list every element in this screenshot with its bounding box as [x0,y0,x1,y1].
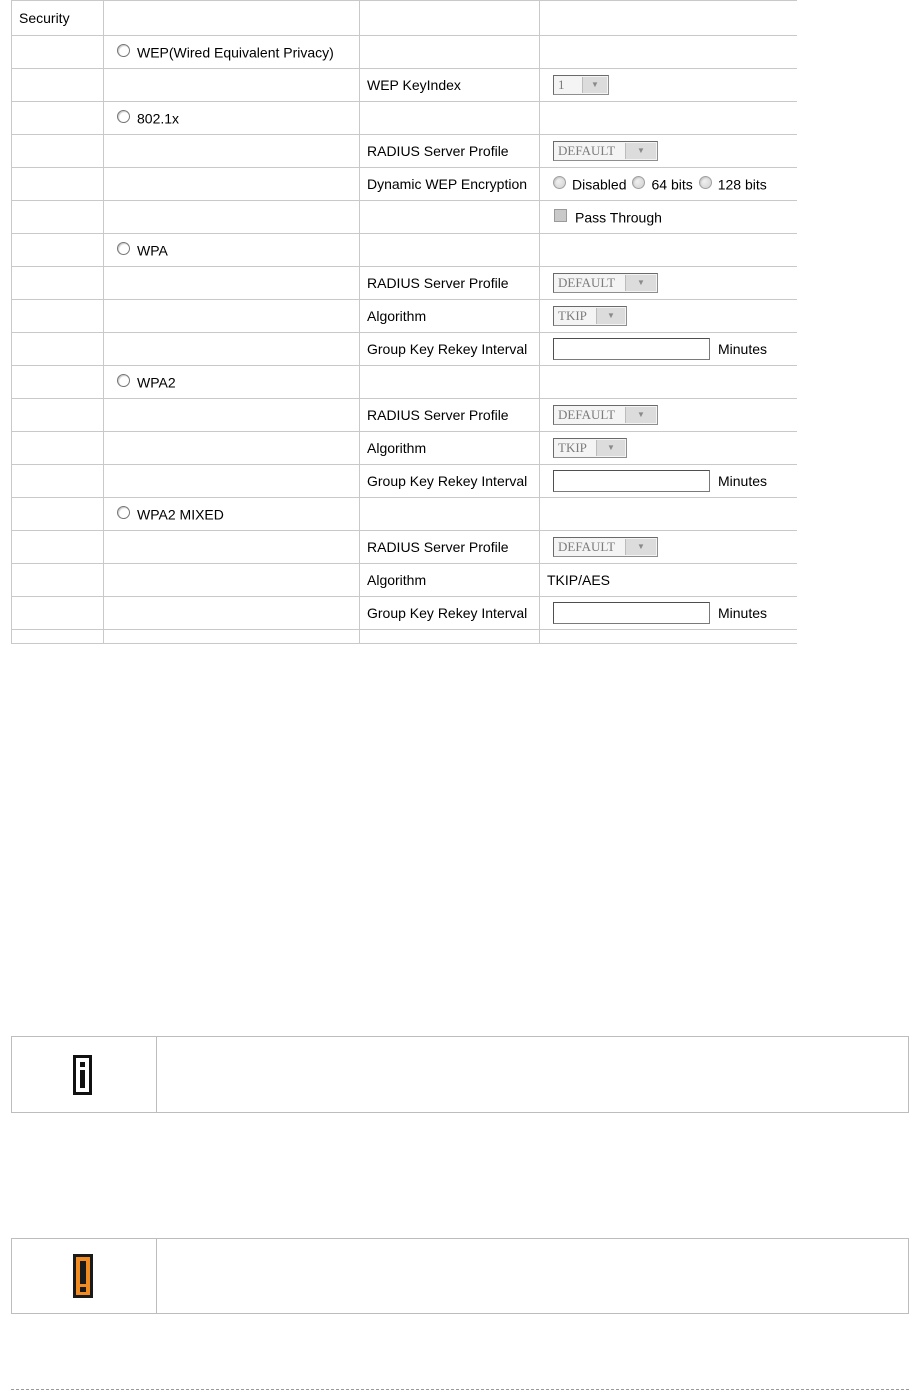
minutes-unit: Minutes [718,341,768,357]
table-row [12,630,798,644]
wpa-radius-profile-select[interactable]: DEFAULT ▼ [553,273,658,293]
table-row [12,333,798,366]
table-row [12,135,798,168]
chevron-down-icon: ▼ [625,275,656,291]
table-row [12,102,798,135]
chevron-down-icon: ▼ [582,77,607,93]
note-icon-cell [12,1239,157,1313]
chevron-down-icon: ▼ [625,407,656,423]
table-row [12,36,798,69]
pass-through-option[interactable]: Pass Through [540,201,798,234]
note-text-cell [157,1037,908,1112]
algorithm-label: Algorithm [360,432,540,465]
warning-note-box [11,1238,909,1314]
table-row [12,597,798,630]
wpa2-radio[interactable] [117,374,130,387]
chevron-down-icon: ▼ [625,143,656,159]
dot1x-radio[interactable] [117,110,130,123]
rekey-interval-label: Group Key Rekey Interval [360,333,540,366]
table-row [12,432,798,465]
table-row [12,267,798,300]
wep-key-index-label: WEP KeyIndex [360,69,540,102]
section-label: Security [12,1,104,36]
minutes-unit: Minutes [718,473,768,489]
table-row [12,498,798,531]
table-row [12,399,798,432]
radius-profile-label: RADIUS Server Profile [360,531,540,564]
radius-profile-label: RADIUS Server Profile [360,135,540,168]
dynamic-wep-64-radio[interactable] [632,176,645,189]
security-settings-table [11,0,797,648]
wpa2-mixed-radius-profile-select[interactable]: DEFAULT ▼ [553,537,658,557]
rekey-interval-label: Group Key Rekey Interval [360,465,540,498]
rekey-interval-label: Group Key Rekey Interval [360,597,540,630]
pass-through-checkbox[interactable] [554,209,567,222]
table-row [12,300,798,333]
warning-icon [73,1254,93,1298]
radius-profile-label: RADIUS Server Profile [360,399,540,432]
dynamic-wep-label: Dynamic WEP Encryption [360,168,540,201]
wep-option[interactable]: WEP(Wired Equivalent Privacy) [104,36,360,69]
table-row [12,234,798,267]
wpa2-radius-profile-select[interactable]: DEFAULT ▼ [553,405,658,425]
wpa2-mixed-rekey-interval-input[interactable] [553,602,710,624]
table-row [12,531,798,564]
table-row [12,564,798,597]
note-text-cell [157,1239,908,1313]
table-row [12,465,798,498]
wpa2-mixed-radio[interactable] [117,506,130,519]
wpa2-option[interactable]: WPA2 [104,366,360,399]
table-row [12,69,798,102]
chevron-down-icon: ▼ [596,440,625,456]
wpa2-mixed-algorithm-value: TKIP/AES [540,564,798,597]
wpa-option[interactable]: WPA [104,234,360,267]
chevron-down-icon: ▼ [596,308,625,324]
wpa2-rekey-interval-input[interactable] [553,470,710,492]
note-icon-cell [12,1037,157,1112]
algorithm-label: Algorithm [360,564,540,597]
radius-profile-label: RADIUS Server Profile [360,267,540,300]
dynamic-wep-128-radio[interactable] [699,176,712,189]
dynamic-wep-options: Disabled 64 bits 128 bits [540,168,798,201]
wpa2-algorithm-select[interactable]: TKIP ▼ [553,438,627,458]
table-row [12,1,798,36]
wpa-algorithm-select[interactable]: TKIP ▼ [553,306,627,326]
table-row [12,201,798,234]
wep-key-index-select[interactable]: 1 ▼ [553,75,609,95]
wpa-radio[interactable] [117,242,130,255]
footer-divider [11,1389,909,1390]
table-row [12,168,798,201]
chevron-down-icon: ▼ [625,539,656,555]
dynamic-wep-disabled-radio[interactable] [553,176,566,189]
minutes-unit: Minutes [718,605,768,621]
table-row [12,366,798,399]
dot1x-option[interactable]: 802.1x [104,102,360,135]
info-note-box [11,1036,909,1113]
algorithm-label: Algorithm [360,300,540,333]
info-icon [73,1055,92,1095]
dot1x-radius-profile-select[interactable]: DEFAULT ▼ [553,141,658,161]
wpa2-mixed-option[interactable]: WPA2 MIXED [104,498,360,531]
wpa-rekey-interval-input[interactable] [553,338,710,360]
wep-radio[interactable] [117,44,130,57]
